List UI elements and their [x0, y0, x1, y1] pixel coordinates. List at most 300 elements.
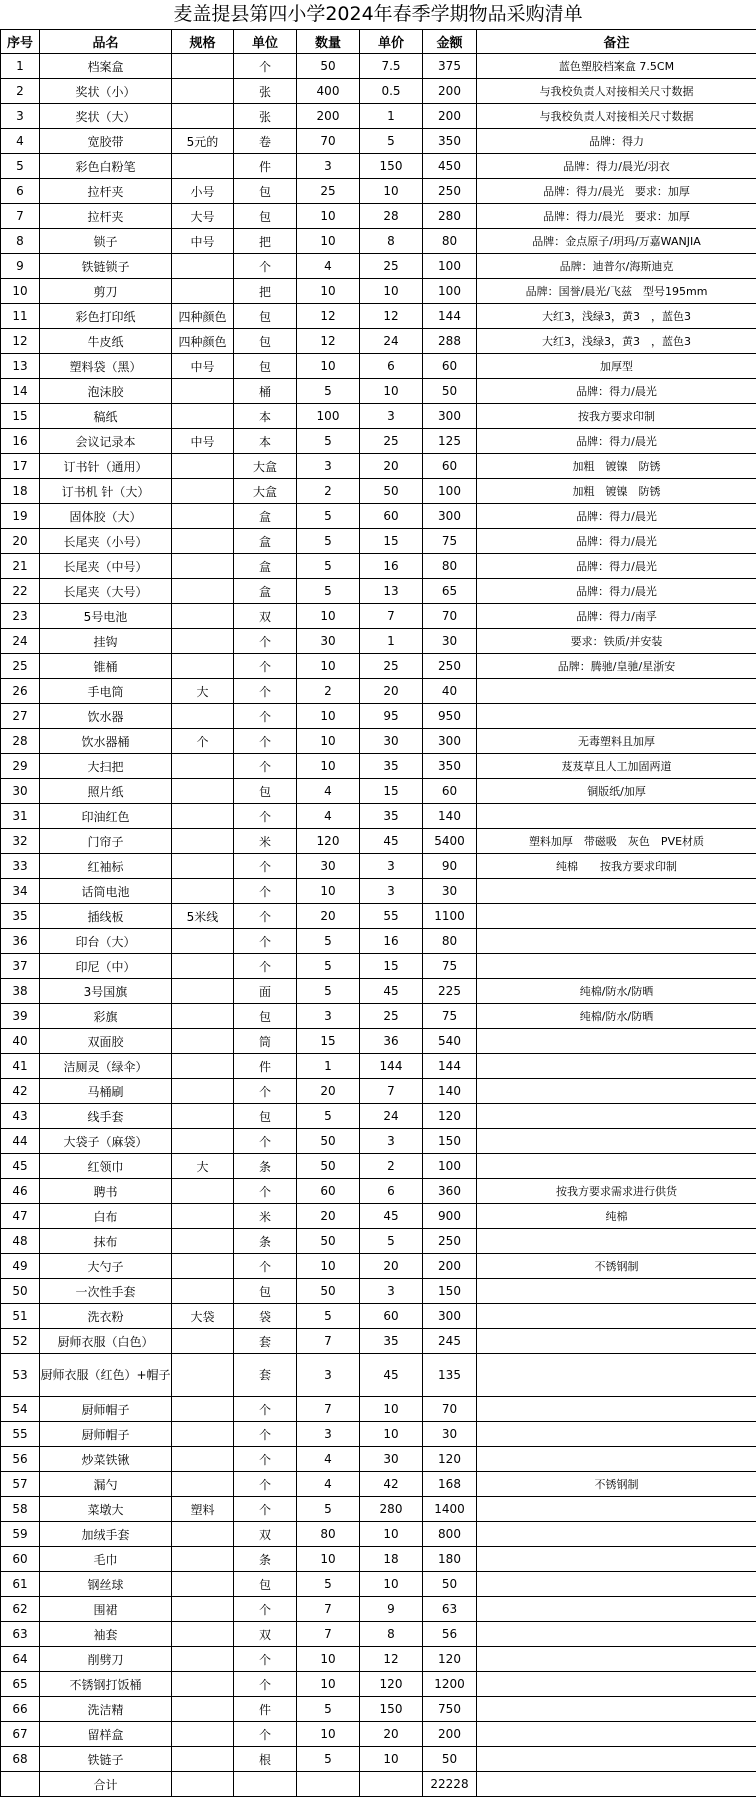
cell-unit: 个 — [234, 754, 297, 779]
cell-spec — [172, 1522, 234, 1547]
table-row — [1, 904, 756, 929]
table-row — [1, 179, 756, 204]
cell-no: 16 — [1, 429, 40, 454]
cell-note — [477, 1154, 756, 1179]
cell-qty: 5 — [297, 554, 360, 579]
cell-spec: 四种颜色 — [172, 304, 234, 329]
table-row — [1, 1472, 756, 1497]
cell-price: 35 — [360, 1329, 423, 1354]
cell-name: 泡沫胶 — [40, 379, 172, 404]
cell-name: 拉杆夹 — [40, 179, 172, 204]
cell-spec — [172, 254, 234, 279]
cell-unit: 大盒 — [234, 454, 297, 479]
cell-name: 厨师帽子 — [40, 1422, 172, 1447]
cell-amount: 5400 — [423, 829, 477, 854]
cell-no: 14 — [1, 379, 40, 404]
total-unit-cell — [234, 1772, 297, 1797]
cell-note — [477, 954, 756, 979]
cell-amount: 225 — [423, 979, 477, 1004]
cell-note — [477, 1054, 756, 1079]
table-row — [1, 1304, 756, 1329]
cell-spec — [172, 879, 234, 904]
cell-qty: 5 — [297, 429, 360, 454]
cell-amount: 120 — [423, 1647, 477, 1672]
cell-unit: 包 — [234, 354, 297, 379]
cell-amount: 900 — [423, 1204, 477, 1229]
cell-price: 9 — [360, 1597, 423, 1622]
cell-price: 25 — [360, 654, 423, 679]
cell-unit: 个 — [234, 1647, 297, 1672]
cell-note: 品牌：得力/晨光 — [477, 579, 756, 604]
cell-qty: 60 — [297, 1179, 360, 1204]
cell-unit: 个 — [234, 1254, 297, 1279]
cell-spec — [172, 1672, 234, 1697]
cell-no: 46 — [1, 1179, 40, 1204]
cell-price: 2 — [360, 1154, 423, 1179]
cell-spec — [172, 1004, 234, 1029]
cell-name: 一次性手套 — [40, 1279, 172, 1304]
cell-name: 长尾夹（中号） — [40, 554, 172, 579]
cell-name: 洗洁精 — [40, 1697, 172, 1722]
cell-name: 宽胶带 — [40, 129, 172, 154]
cell-no: 1 — [1, 54, 40, 79]
cell-name: 剪刀 — [40, 279, 172, 304]
cell-note: 纯棉/防水/防晒 — [477, 1004, 756, 1029]
table-row — [1, 354, 756, 379]
cell-spec — [172, 379, 234, 404]
table-row — [1, 1104, 756, 1129]
cell-note: 与我校负责人对接相关尺寸数据 — [477, 104, 756, 129]
cell-price: 28 — [360, 204, 423, 229]
cell-amount: 250 — [423, 654, 477, 679]
cell-amount: 375 — [423, 54, 477, 79]
table-row — [1, 104, 756, 129]
table-row — [1, 1597, 756, 1622]
cell-amount: 750 — [423, 1697, 477, 1722]
cell-price: 10 — [360, 1422, 423, 1447]
cell-note: 品牌：得力/晨光/羽衣 — [477, 154, 756, 179]
cell-spec: 小号 — [172, 179, 234, 204]
cell-note — [477, 1497, 756, 1522]
cell-price: 25 — [360, 429, 423, 454]
table-row — [1, 829, 756, 854]
cell-qty: 10 — [297, 354, 360, 379]
cell-amount: 100 — [423, 1154, 477, 1179]
cell-name: 照片纸 — [40, 779, 172, 804]
cell-price: 12 — [360, 1647, 423, 1672]
cell-amount: 30 — [423, 629, 477, 654]
cell-name: 奖状（大） — [40, 104, 172, 129]
cell-spec: 塑料 — [172, 1497, 234, 1522]
cell-no: 52 — [1, 1329, 40, 1354]
cell-price: 24 — [360, 329, 423, 354]
cell-spec — [172, 929, 234, 954]
cell-unit: 卷 — [234, 129, 297, 154]
cell-note: 加粗 镀镍 防锈 — [477, 479, 756, 504]
cell-no: 4 — [1, 129, 40, 154]
cell-note: 大红3，浅绿3，黄3 ，蓝色3 — [477, 329, 756, 354]
cell-qty: 4 — [297, 1472, 360, 1497]
cell-name: 塑料袋（黑） — [40, 354, 172, 379]
cell-note — [477, 1572, 756, 1597]
cell-qty: 5 — [297, 379, 360, 404]
cell-spec — [172, 704, 234, 729]
cell-note — [477, 1597, 756, 1622]
cell-name: 双面胶 — [40, 1029, 172, 1054]
cell-price: 16 — [360, 554, 423, 579]
cell-qty: 3 — [297, 154, 360, 179]
cell-qty: 10 — [297, 879, 360, 904]
cell-note: 不锈钢制 — [477, 1254, 756, 1279]
cell-note — [477, 1079, 756, 1104]
cell-unit: 把 — [234, 279, 297, 304]
table-row — [1, 1397, 756, 1422]
cell-name: 马桶刷 — [40, 1079, 172, 1104]
cell-unit: 袋 — [234, 1304, 297, 1329]
cell-price: 3 — [360, 1279, 423, 1304]
cell-no: 22 — [1, 579, 40, 604]
cell-qty: 50 — [297, 1129, 360, 1154]
cell-note — [477, 1622, 756, 1647]
cell-amount: 360 — [423, 1179, 477, 1204]
cell-qty: 2 — [297, 479, 360, 504]
cell-note: 品牌：得力/晨光 要求：加厚 — [477, 204, 756, 229]
cell-amount: 1100 — [423, 904, 477, 929]
cell-qty: 12 — [297, 304, 360, 329]
cell-price: 1 — [360, 104, 423, 129]
cell-no: 57 — [1, 1472, 40, 1497]
table-row — [1, 879, 756, 904]
total-price-cell — [360, 1772, 423, 1797]
cell-note: 不锈钢制 — [477, 1472, 756, 1497]
cell-unit: 盒 — [234, 554, 297, 579]
cell-amount: 300 — [423, 504, 477, 529]
cell-spec — [172, 504, 234, 529]
cell-name: 大袋子（麻袋） — [40, 1129, 172, 1154]
cell-no: 30 — [1, 779, 40, 804]
cell-price: 1 — [360, 629, 423, 654]
cell-qty: 10 — [297, 229, 360, 254]
cell-no: 29 — [1, 754, 40, 779]
cell-qty: 3 — [297, 454, 360, 479]
cell-amount: 300 — [423, 1304, 477, 1329]
table-row — [1, 1279, 756, 1304]
cell-note: 纯棉 按我方要求印制 — [477, 854, 756, 879]
cell-note — [477, 929, 756, 954]
cell-no: 48 — [1, 1229, 40, 1254]
table-row — [1, 1497, 756, 1522]
cell-unit: 套 — [234, 1354, 297, 1397]
cell-note — [477, 1329, 756, 1354]
table-row — [1, 504, 756, 529]
cell-note: 品牌：腾驰/皇驰/星浙安 — [477, 654, 756, 679]
table-body — [1, 54, 756, 1772]
cell-spec — [172, 979, 234, 1004]
cell-note: 品牌：国誉/晨光/飞兹 型号195mm — [477, 279, 756, 304]
table-row — [1, 679, 756, 704]
cell-no: 41 — [1, 1054, 40, 1079]
cell-unit: 包 — [234, 779, 297, 804]
cell-price: 20 — [360, 679, 423, 704]
cell-no: 15 — [1, 404, 40, 429]
cell-amount: 90 — [423, 854, 477, 879]
cell-unit: 件 — [234, 1697, 297, 1722]
cell-name: 锥桶 — [40, 654, 172, 679]
cell-unit: 米 — [234, 829, 297, 854]
cell-qty: 3 — [297, 1004, 360, 1029]
cell-spec: 大袋 — [172, 1304, 234, 1329]
cell-name: 会议记录本 — [40, 429, 172, 454]
cell-spec — [172, 1397, 234, 1422]
table-row — [1, 704, 756, 729]
cell-spec — [172, 829, 234, 854]
cell-name: 漏勺 — [40, 1472, 172, 1497]
cell-note — [477, 1029, 756, 1054]
table-row — [1, 254, 756, 279]
table-row — [1, 454, 756, 479]
cell-qty: 5 — [297, 1747, 360, 1772]
cell-amount: 63 — [423, 1597, 477, 1622]
cell-price: 5 — [360, 1229, 423, 1254]
cell-price: 35 — [360, 754, 423, 779]
cell-name: 牛皮纸 — [40, 329, 172, 354]
cell-note: 无毒塑料且加厚 — [477, 729, 756, 754]
cell-amount: 100 — [423, 279, 477, 304]
cell-price: 280 — [360, 1497, 423, 1522]
cell-spec: 5米线 — [172, 904, 234, 929]
cell-amount: 30 — [423, 879, 477, 904]
cell-unit: 个 — [234, 1447, 297, 1472]
table-row — [1, 1622, 756, 1647]
cell-unit: 盒 — [234, 579, 297, 604]
cell-unit: 包 — [234, 329, 297, 354]
cell-price: 150 — [360, 1697, 423, 1722]
cell-qty: 25 — [297, 179, 360, 204]
cell-spec — [172, 779, 234, 804]
cell-amount: 80 — [423, 229, 477, 254]
cell-name: 袖套 — [40, 1622, 172, 1647]
cell-price: 60 — [360, 504, 423, 529]
cell-amount: 180 — [423, 1547, 477, 1572]
cell-spec — [172, 1622, 234, 1647]
cell-qty: 50 — [297, 1279, 360, 1304]
cell-qty: 10 — [297, 704, 360, 729]
cell-qty: 5 — [297, 1572, 360, 1597]
cell-qty: 30 — [297, 629, 360, 654]
cell-spec — [172, 604, 234, 629]
cell-amount: 150 — [423, 1129, 477, 1154]
cell-no: 63 — [1, 1622, 40, 1647]
cell-note: 品牌：得力/晨光 — [477, 529, 756, 554]
cell-unit: 面 — [234, 979, 297, 1004]
cell-spec — [172, 1354, 234, 1397]
cell-no: 40 — [1, 1029, 40, 1054]
cell-amount: 50 — [423, 1747, 477, 1772]
cell-spec — [172, 1722, 234, 1747]
cell-note — [477, 704, 756, 729]
cell-amount: 250 — [423, 1229, 477, 1254]
table-row — [1, 1354, 756, 1397]
cell-price: 42 — [360, 1472, 423, 1497]
cell-qty: 10 — [297, 754, 360, 779]
cell-spec — [172, 104, 234, 129]
cell-price: 36 — [360, 1029, 423, 1054]
cell-price: 10 — [360, 1572, 423, 1597]
cell-spec — [172, 1422, 234, 1447]
cell-note — [477, 1722, 756, 1747]
cell-unit: 个 — [234, 1129, 297, 1154]
cell-note: 铜版纸/加厚 — [477, 779, 756, 804]
cell-no: 27 — [1, 704, 40, 729]
cell-amount: 60 — [423, 779, 477, 804]
cell-name: 白布 — [40, 1204, 172, 1229]
cell-name: 炒菜铁锹 — [40, 1447, 172, 1472]
cell-name: 订书针（通用） — [40, 454, 172, 479]
cell-no: 50 — [1, 1279, 40, 1304]
cell-spec — [172, 1279, 234, 1304]
cell-name: 毛巾 — [40, 1547, 172, 1572]
header-unit: 单位 — [234, 30, 297, 54]
cell-qty: 10 — [297, 1722, 360, 1747]
cell-no: 44 — [1, 1129, 40, 1154]
cell-note: 与我校负责人对接相关尺寸数据 — [477, 79, 756, 104]
cell-unit: 根 — [234, 1747, 297, 1772]
cell-name: 拉杆夹 — [40, 204, 172, 229]
cell-amount: 1400 — [423, 1497, 477, 1522]
cell-no: 54 — [1, 1397, 40, 1422]
cell-amount: 350 — [423, 754, 477, 779]
cell-name: 围裙 — [40, 1597, 172, 1622]
cell-spec — [172, 1472, 234, 1497]
cell-no: 51 — [1, 1304, 40, 1329]
table-row — [1, 1647, 756, 1672]
cell-qty: 10 — [297, 1672, 360, 1697]
cell-spec — [172, 1572, 234, 1597]
cell-no: 36 — [1, 929, 40, 954]
cell-spec — [172, 1029, 234, 1054]
cell-spec — [172, 654, 234, 679]
cell-no: 5 — [1, 154, 40, 179]
table-row — [1, 729, 756, 754]
cell-note — [477, 1129, 756, 1154]
cell-amount: 200 — [423, 1722, 477, 1747]
cell-unit: 个 — [234, 804, 297, 829]
cell-unit: 个 — [234, 1179, 297, 1204]
cell-unit: 张 — [234, 104, 297, 129]
table-row — [1, 1697, 756, 1722]
cell-no: 64 — [1, 1647, 40, 1672]
table-row — [1, 1672, 756, 1697]
table-row — [1, 1229, 756, 1254]
cell-unit: 双 — [234, 1522, 297, 1547]
cell-no: 12 — [1, 329, 40, 354]
header-price: 单价 — [360, 30, 423, 54]
table-row — [1, 1004, 756, 1029]
cell-note: 品牌：金点原子/玥玛/万嘉WANJIA — [477, 229, 756, 254]
table-row — [1, 1179, 756, 1204]
table-row — [1, 1522, 756, 1547]
cell-spec — [172, 629, 234, 654]
cell-qty: 3 — [297, 1422, 360, 1447]
cell-unit: 桶 — [234, 379, 297, 404]
cell-spec — [172, 1329, 234, 1354]
cell-price: 10 — [360, 279, 423, 304]
cell-no: 3 — [1, 104, 40, 129]
sheet-title: 麦盖提县第四小学2024年春季学期物品采购清单 — [0, 0, 756, 29]
cell-unit: 包 — [234, 304, 297, 329]
table-row — [1, 1154, 756, 1179]
cell-name: 彩色白粉笔 — [40, 154, 172, 179]
cell-price: 50 — [360, 479, 423, 504]
cell-amount: 144 — [423, 1054, 477, 1079]
cell-name: 大扫把 — [40, 754, 172, 779]
cell-unit: 个 — [234, 1422, 297, 1447]
cell-price: 45 — [360, 1204, 423, 1229]
cell-amount: 200 — [423, 79, 477, 104]
cell-qty: 30 — [297, 854, 360, 879]
cell-note: 加厚型 — [477, 354, 756, 379]
cell-amount: 100 — [423, 254, 477, 279]
cell-unit: 包 — [234, 204, 297, 229]
cell-note — [477, 1229, 756, 1254]
cell-name: 固体胶（大） — [40, 504, 172, 529]
cell-unit: 个 — [234, 904, 297, 929]
table-row — [1, 604, 756, 629]
cell-note: 塑料加厚 带磁吸 灰色 PVE材质 — [477, 829, 756, 854]
cell-unit: 双 — [234, 1622, 297, 1647]
cell-note: 按我方要求印制 — [477, 404, 756, 429]
table-row — [1, 379, 756, 404]
cell-unit: 包 — [234, 1004, 297, 1029]
cell-no: 61 — [1, 1572, 40, 1597]
cell-qty: 20 — [297, 904, 360, 929]
cell-note: 品牌：得力 — [477, 129, 756, 154]
cell-qty: 7 — [297, 1397, 360, 1422]
table-row — [1, 1722, 756, 1747]
cell-price: 150 — [360, 154, 423, 179]
cell-qty: 50 — [297, 1229, 360, 1254]
cell-no: 21 — [1, 554, 40, 579]
cell-unit: 包 — [234, 1279, 297, 1304]
cell-spec — [172, 854, 234, 879]
cell-unit: 张 — [234, 79, 297, 104]
cell-note — [477, 1522, 756, 1547]
cell-no: 62 — [1, 1597, 40, 1622]
cell-unit: 个 — [234, 1597, 297, 1622]
table-row — [1, 1254, 756, 1279]
cell-amount: 100 — [423, 479, 477, 504]
cell-unit: 个 — [234, 1079, 297, 1104]
cell-qty: 5 — [297, 1104, 360, 1129]
cell-note — [477, 904, 756, 929]
cell-no: 31 — [1, 804, 40, 829]
cell-unit: 把 — [234, 229, 297, 254]
cell-name: 厨师衣服（白色） — [40, 1329, 172, 1354]
cell-note: 品牌：得力/晨光 — [477, 554, 756, 579]
total-label: 合计 — [40, 1772, 172, 1797]
cell-note — [477, 1672, 756, 1697]
cell-no: 24 — [1, 629, 40, 654]
cell-name: 门帘子 — [40, 829, 172, 854]
cell-unit: 条 — [234, 1229, 297, 1254]
cell-note — [477, 1104, 756, 1129]
cell-qty: 10 — [297, 729, 360, 754]
table-row — [1, 954, 756, 979]
table-row — [1, 329, 756, 354]
cell-note — [477, 1697, 756, 1722]
cell-spec — [172, 54, 234, 79]
total-row — [1, 1772, 756, 1797]
